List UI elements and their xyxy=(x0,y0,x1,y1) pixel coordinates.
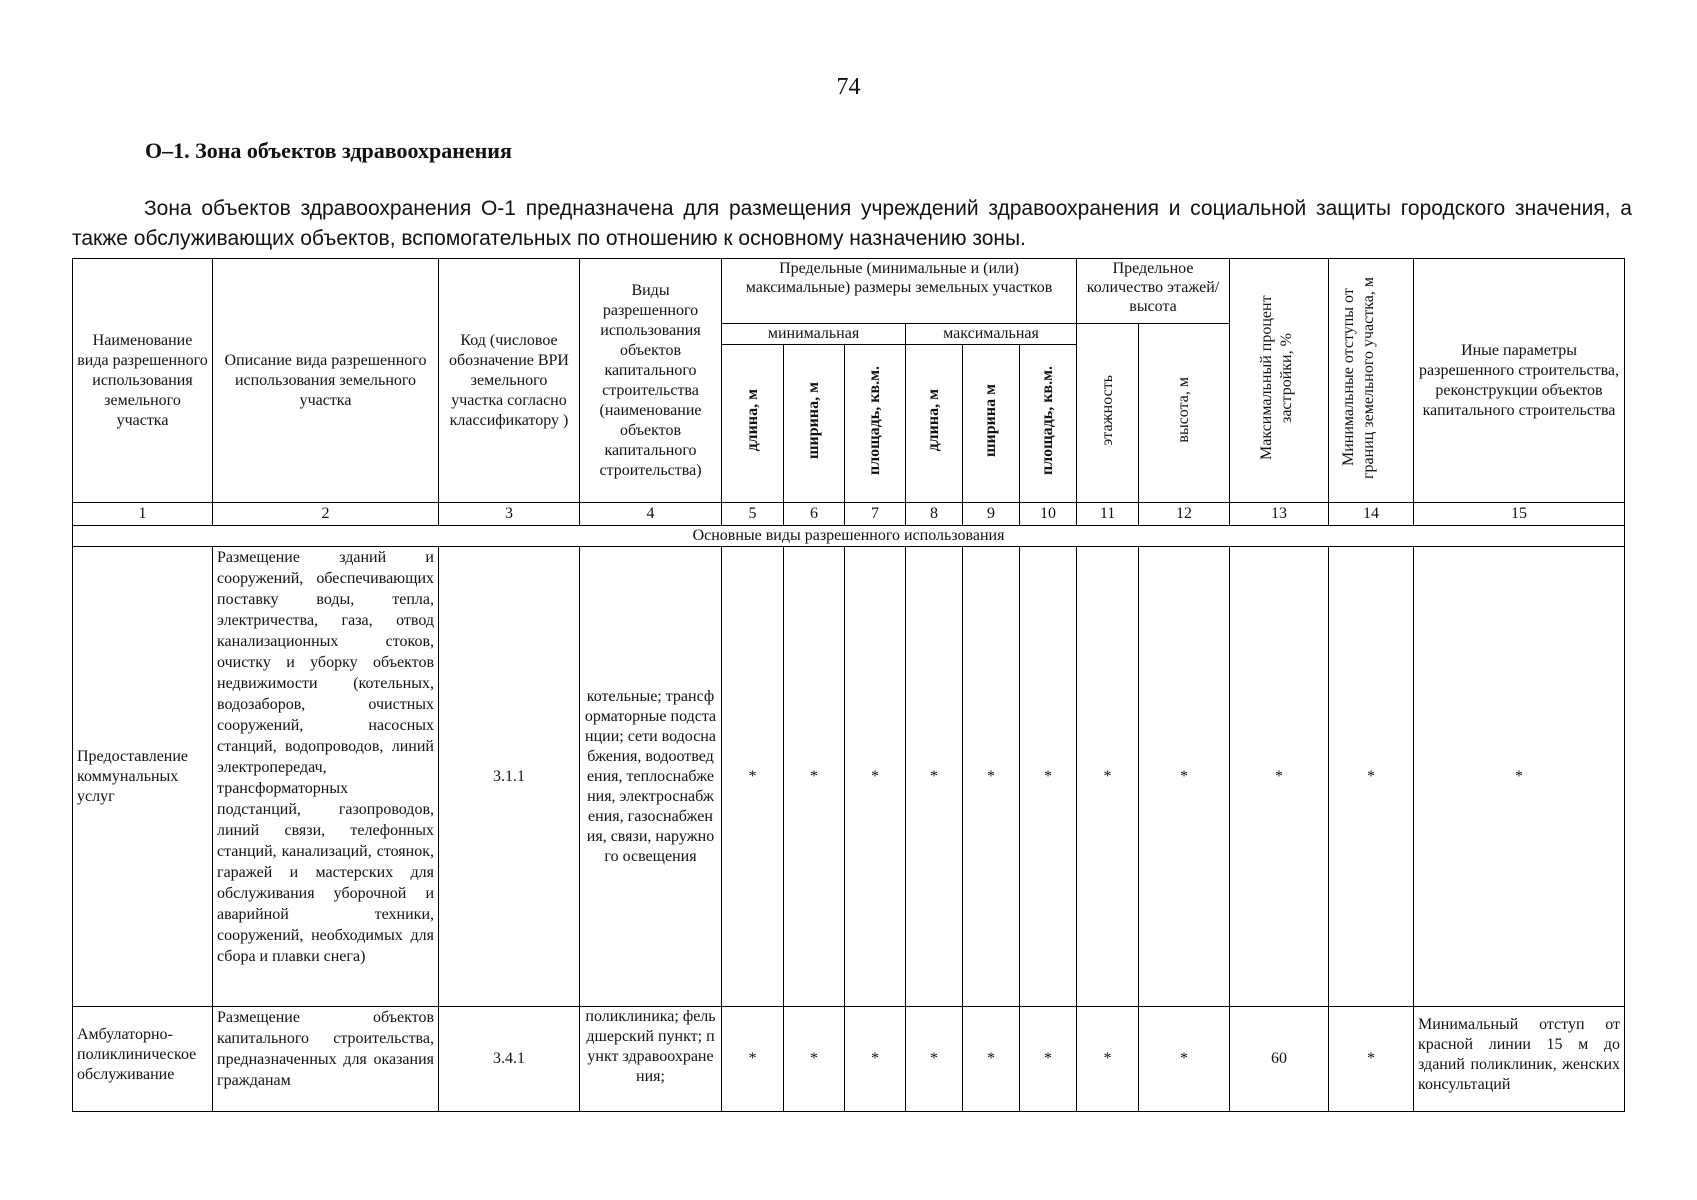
row-cell: * xyxy=(1139,1007,1230,1112)
table-row xyxy=(73,1007,1625,1112)
header-area-min: площадь, кв.м. xyxy=(845,345,906,503)
header-max-percent: Максимальный процент застройки, % xyxy=(1230,259,1329,503)
page-number: 74 xyxy=(836,74,861,100)
header-floors: этажность xyxy=(1077,324,1139,503)
column-number: 7 xyxy=(845,503,906,526)
row-cell: * xyxy=(845,1007,906,1112)
header-width-min: ширина, м xyxy=(784,345,845,503)
row-code: 3.4.1 xyxy=(439,1007,580,1112)
column-numbers-row xyxy=(73,503,1625,526)
column-number: 2 xyxy=(213,503,439,526)
header-min-setback: Минимальные отступы от границ земельного участка, м xyxy=(1329,259,1414,503)
row-kinds: котельные; трансформаторные подстанции; сети водоснабжения, водоотведения, теплоснабжения, электроснабжения, газоснабжения, связи, наружного освещения xyxy=(580,547,722,1007)
header-floors-group: Предельное количество этажей/ высота xyxy=(1077,259,1230,324)
header-code: Код (числовое обозначение ВРИ земельного участка согласно классификатору ) xyxy=(439,259,580,503)
header-height: высота, м xyxy=(1139,324,1230,503)
row-cell: * xyxy=(1020,1007,1077,1112)
row-other-params: Минимальный отступ от красной линии 15 м до зданий поликлиник, женских консультаций xyxy=(1414,1007,1625,1112)
row-kinds: поликлиника; фельдшерский пункт; пункт здравоохранения; xyxy=(580,1007,722,1112)
header-area-max: площадь, кв.м. xyxy=(1020,345,1077,503)
row-cell: * xyxy=(1020,547,1077,1007)
row-description: Размещение зданий и сооружений, обеспечивающих поставку воды, тепла, электричества, газа, отвод канализационных стоков, очистку и уборку объектов недвижимости (котельных, водозаборов, очистных сооружений, насосных станций, водопроводов, линий электропередач, трансформаторных подстанций, газопроводов, линий связи, телефонных станций, канализаций, стоянок, гаражей и мастерских для обслуживания уборочной и аварийной техники, сооружений, необходимых для сбора и плавки снега) xyxy=(213,547,439,1007)
row-cell: * xyxy=(784,1007,845,1112)
header-width-max: ширина м xyxy=(963,345,1020,503)
section-intro: Зона объектов здравоохранения О-1 предназначена для размещения учреждений здравоохранения и социальной защиты городского значения, а также обслуживающих объектов, вспомогательных по отношению к основному назначению зоны. xyxy=(72,197,1632,250)
header-name: Наименование вида разрешенного использования земельного участка xyxy=(73,259,213,503)
row-cell: * xyxy=(906,1007,963,1112)
column-number: 14 xyxy=(1329,503,1414,526)
row-cell: * xyxy=(1077,547,1139,1007)
row-cell: * xyxy=(1329,547,1414,1007)
column-number: 4 xyxy=(580,503,722,526)
row-cell: * xyxy=(1414,547,1625,1007)
column-number: 3 xyxy=(439,503,580,526)
regulations-table xyxy=(72,258,1625,1112)
column-number: 13 xyxy=(1230,503,1329,526)
header-kinds: Виды разрешенного использования объектов капитального строительства (наименование объектов капитального строительства) xyxy=(580,259,722,503)
column-number: 10 xyxy=(1020,503,1077,526)
header-length-min: длина, м xyxy=(722,345,784,503)
column-number: 1 xyxy=(73,503,213,526)
row-cell: * xyxy=(1077,1007,1139,1112)
header-max: максимальная xyxy=(906,324,1077,345)
column-number: 8 xyxy=(906,503,963,526)
header-length-max: длина, м xyxy=(906,345,963,503)
header-limit-sizes: Предельные (минимальные и (или) максимальные) размеры земельных участков xyxy=(722,259,1077,324)
column-number: 5 xyxy=(722,503,784,526)
column-number: 6 xyxy=(784,503,845,526)
row-name: Предоставление коммунальных услуг xyxy=(73,547,213,1007)
table-row xyxy=(73,547,1625,1007)
row-cell: * xyxy=(1329,1007,1414,1112)
row-code: 3.1.1 xyxy=(439,547,580,1007)
row-cell: * xyxy=(963,547,1020,1007)
row-cell: * xyxy=(845,547,906,1007)
header-other: Иные параметры разрешенного строительства, реконструкции объектов капитального строительства xyxy=(1414,259,1625,503)
header-min: минимальная xyxy=(722,324,906,345)
row-cell: 60 xyxy=(1230,1007,1329,1112)
column-number: 11 xyxy=(1077,503,1139,526)
row-name: Амбулаторно-поликлиническое обслуживание xyxy=(73,1007,213,1112)
section-title-row xyxy=(73,526,1625,547)
row-cell: * xyxy=(784,547,845,1007)
section-title: Основные виды разрешенного использования xyxy=(73,526,1625,547)
row-cell: * xyxy=(963,1007,1020,1112)
row-description: Размещение объектов капитального строительства, предназначенных для оказания гражданам xyxy=(213,1007,439,1112)
column-number: 12 xyxy=(1139,503,1230,526)
row-cell: * xyxy=(722,547,784,1007)
header-description: Описание вида разрешенного использования земельного участка xyxy=(213,259,439,503)
column-number: 15 xyxy=(1414,503,1625,526)
row-cell: * xyxy=(906,547,963,1007)
row-cell: * xyxy=(1139,547,1230,1007)
section-heading: О–1. Зона объектов здравоохранения xyxy=(145,138,512,163)
row-cell: * xyxy=(1230,547,1329,1007)
column-number: 9 xyxy=(963,503,1020,526)
row-cell: * xyxy=(722,1007,784,1112)
